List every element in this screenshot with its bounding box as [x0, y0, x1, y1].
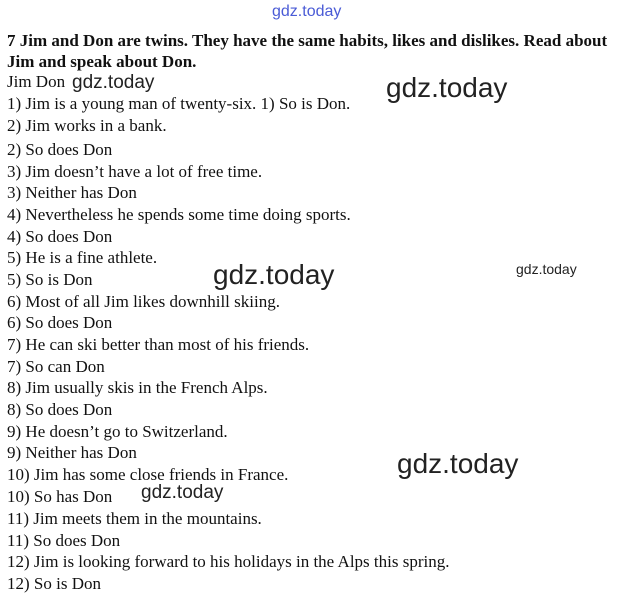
line-12-don: 12) So is Don [7, 574, 101, 593]
line-6-jim: 6) Most of all Jim likes downhill skiing. [7, 292, 280, 311]
line-4-jim: 4) Nevertheless he spends some time doing sports. [7, 205, 351, 224]
line-10-jim: 10) Jim has some close friends in France. [7, 465, 289, 484]
line-column-headers: Jim Don [7, 72, 66, 91]
line-9-jim: 9) He doesn’t go to Switzerland. [7, 422, 228, 441]
line-11-don: 11) So does Don [7, 531, 121, 550]
line-7-jim: 7) He can ski better than most of his friends. [7, 335, 310, 354]
line-3-jim: 3) Jim doesn’t have a lot of free time. [7, 162, 263, 181]
task-title: 7 Jim and Don are twins. They have the same habits, likes and dislikes. Read about Jim and speak about Don. [7, 31, 608, 71]
header-watermark: gdz.today [272, 3, 342, 20]
watermark: gdz.today [397, 448, 519, 479]
line-8-don: 8) So does Don [7, 400, 113, 419]
line-5-jim: 5) He is a fine athlete. [7, 248, 158, 267]
watermark: gdz.today [72, 72, 155, 93]
line-4-don: 4) So does Don [7, 227, 113, 246]
line-5-don: 5) So is Don [7, 270, 93, 289]
watermark: gdz.today [141, 482, 224, 503]
line-1-jim: 1) Jim is a young man of twenty-six. 1) So is Don. [7, 94, 351, 113]
line-7-don: 7) So can Don [7, 357, 105, 376]
watermark: gdz.today [516, 261, 577, 277]
line-12-jim: 12) Jim is looking forward to his holidays in the Alps this spring. [7, 552, 450, 571]
line-2-jim: 2) Jim works in a bank. [7, 116, 167, 135]
line-11-jim: 11) Jim meets them in the mountains. [7, 509, 262, 528]
line-2-don: 2) So does Don [7, 140, 113, 159]
line-8-jim: 8) Jim usually skis in the French Alps. [7, 378, 268, 397]
watermark: gdz.today [213, 259, 335, 290]
line-6-don: 6) So does Don [7, 313, 113, 332]
line-10-don: 10) So has Don [7, 487, 113, 506]
line-9-don: 9) Neither has Don [7, 443, 137, 462]
watermark: gdz.today [386, 72, 508, 103]
line-3-don: 3) Neither has Don [7, 183, 137, 202]
